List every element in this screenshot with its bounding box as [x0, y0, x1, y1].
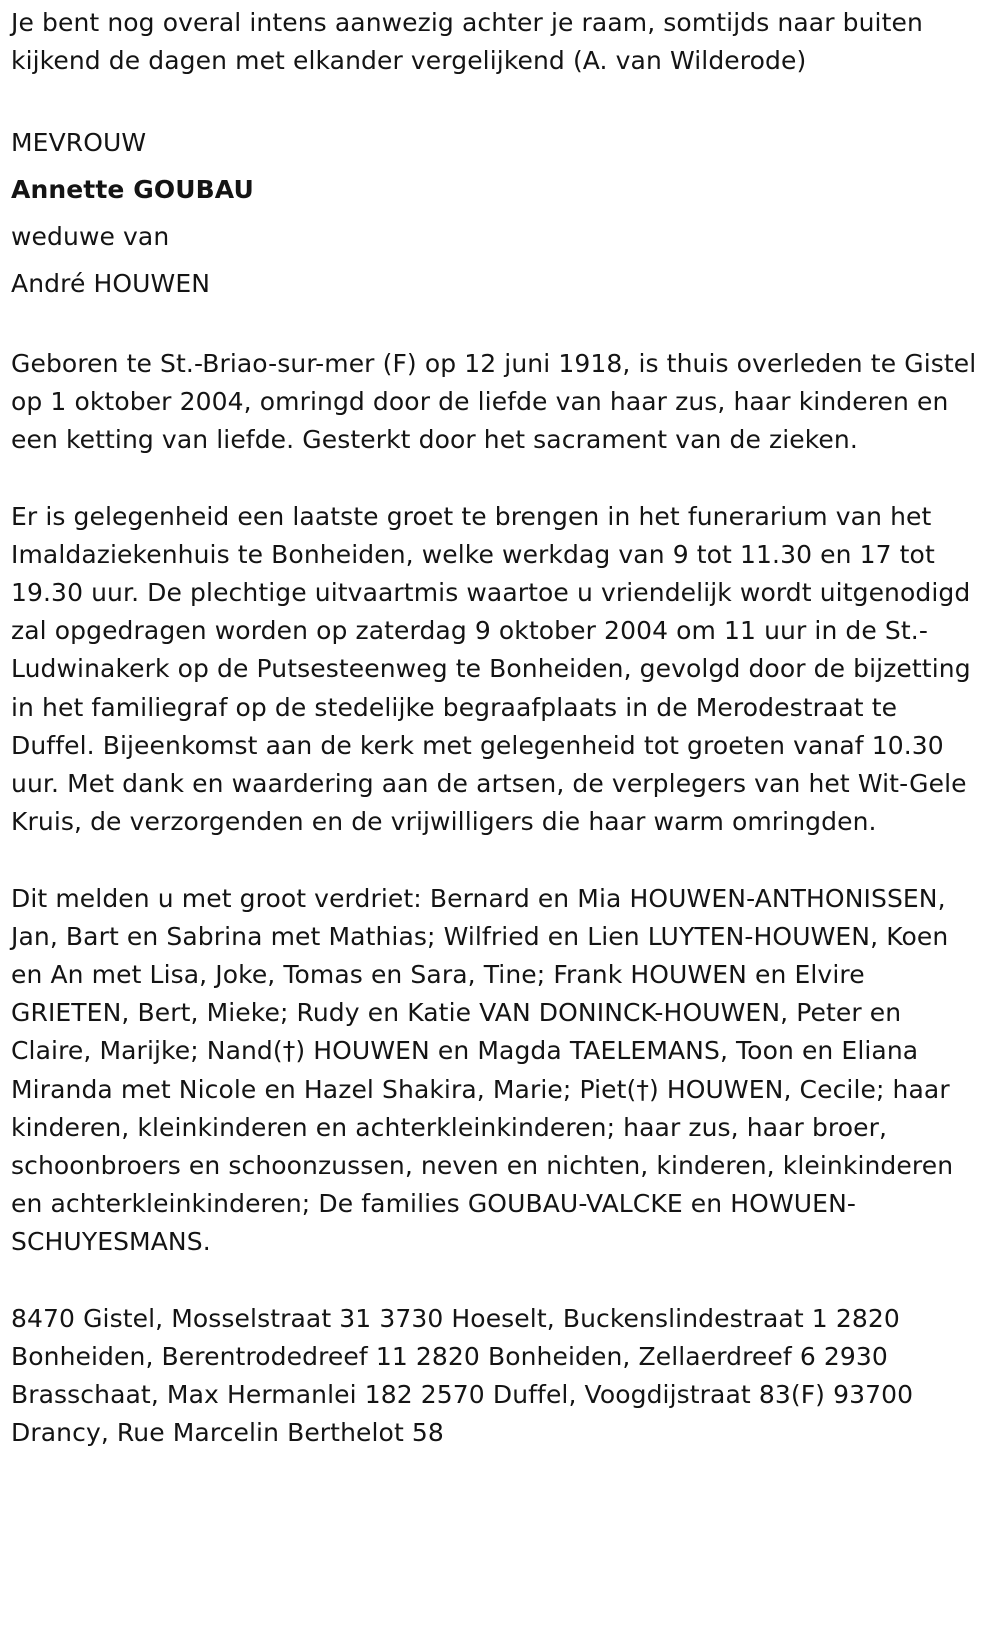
birth-death-paragraph: Geboren te St.-Briao-sur-mer (F) op 12 juni 1918, is thuis overleden te Gistel op 1 oktober 2004, omringd door de liefde van haar zus, haar kinderen en een ketting van liefde. Gesterkt door het sacrament van de zieken.	[11, 348, 977, 455]
spouse-name: André HOUWEN	[11, 268, 211, 298]
relation-label: weduwe van	[11, 221, 170, 251]
spacer	[11, 1262, 986, 1300]
funeral-paragraph: Er is gelegenheid een laatste groet te brengen in het funerarium van het Imaldaziekenhuis te Bonheiden, welke werkdag van 9 tot 11.30 en 17 tot 19.30 uur. De plechtige uitvaartmis waartoe u vriendelijk wordt uitgenodigd zal opgedragen worden op zaterdag 9 oktober 2004 om 11 uur in de St.-Ludwinakerk op de Putsesteenweg te Bonheiden, gevolgd door de bijzetting in het familiegraf op de stedelijke begraafplaats in de Merodestraat te Duffel. Bijeenkomst aan de kerk met gelegenheid tot groeten vanaf 10.30 uur. Met dank en waardering aan de artsen, de verplegers van het Wit-Gele Kruis, de verzorgenden en de vrijwilligers die haar warm omringden.	[11, 501, 971, 837]
addresses-paragraph: 8470 Gistel, Mosselstraat 31 3730 Hoeselt, Buckenslindestraat 1 2820 Bonheiden, Berentrodedreef 11 2820 Bonheiden, Zellaerdreef 6 2930 Brasschaat, Max Hermanlei 182 2570 Duffel, Voogdijstraat 83(F) 93700 Drancy, Rue Marcelin Berthelot 58	[11, 1303, 914, 1448]
spacer	[11, 307, 986, 345]
obituary-document	[11, 4, 986, 1453]
honorific: MEVROUW	[11, 127, 147, 157]
spacer	[11, 80, 986, 118]
family-paragraph: Dit melden u met groot verdriet: Bernard en Mia HOUWEN-ANTHONISSEN, Jan, Bart en Sabrina met Mathias; Wilfried en Lien LUYTEN-HOUWEN, Koen en An met Lisa, Joke, Tomas en Sara, Tine; Frank HOUWEN en Elvire GRIETEN, Bert, Mieke; Rudy en Katie VAN DONINCK-HOUWEN, Peter en Claire, Marijke; Nand(†) HOUWEN en Magda TAELEMANS, Toon en Eliana Miranda met Nicole en Hazel Shakira, Marie; Piet(†) HOUWEN, Cecile; haar kinderen, kleinkinderen en achterkleinkinderen; haar zus, haar broer, schoonbroers en schoonzussen, neven en nichten, kinderen, kleinkinderen en achterkleinkinderen; De families GOUBAU-VALCKE en HOWUEN-SCHUYESMANS.	[11, 883, 954, 1257]
spacer	[11, 841, 986, 879]
spacer	[11, 459, 986, 497]
deceased-name: Annette GOUBAU	[11, 174, 254, 204]
deceased-header	[11, 119, 986, 307]
opening-quote: Je bent nog overal intens aanwezig achter je raam, somtijds naar buiten kijkend de dagen met elkander vergelijkend (A. van Wilderode)	[11, 8, 923, 76]
